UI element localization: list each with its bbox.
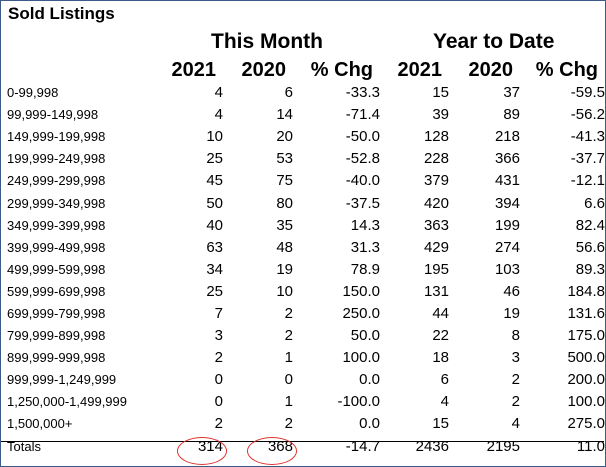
- cell-month-pct: 14.3: [350, 216, 380, 234]
- cell-month-pct: -71.4: [345, 106, 380, 124]
- row-label: 149,999-199,998: [7, 129, 106, 145]
- table-title: Sold Listings: [8, 4, 115, 23]
- cell-ytd-2020: 199: [494, 216, 520, 234]
- cell-month-2021: 4: [214, 106, 223, 124]
- col-header-ytd-2020: 2020: [468, 59, 513, 81]
- table-row: [0, 82, 605, 104]
- row-label: 1,500,000+: [7, 416, 73, 432]
- cell-ytd-pct: -56.2: [570, 106, 605, 124]
- cell-month-2020: 48: [276, 238, 293, 256]
- cell-ytd-pct: 500.0: [567, 349, 605, 367]
- cell-month-2021: 50: [206, 194, 223, 212]
- cell-month-2021: 40: [206, 216, 223, 234]
- cell-ytd-pct: 100.0: [567, 393, 605, 411]
- cell-month-2020: 368: [267, 437, 293, 455]
- cell-month-2021: 314: [197, 437, 223, 455]
- table-row: [0, 391, 605, 413]
- cell-ytd-2021: 6: [440, 371, 449, 389]
- cell-ytd-2021: 379: [423, 172, 449, 190]
- table-row: [0, 215, 605, 237]
- cell-ytd-2021: 128: [423, 128, 449, 146]
- cell-month-pct: -52.8: [345, 150, 380, 168]
- cell-month-2020: 53: [276, 150, 293, 168]
- group-header-this-month: This Month: [211, 30, 323, 53]
- cell-ytd-2020: 19: [503, 304, 520, 322]
- cell-ytd-2020: 103: [494, 260, 520, 278]
- cell-month-2020: 80: [276, 194, 293, 212]
- cell-month-pct: 100.0: [342, 349, 380, 367]
- cell-ytd-2021: 131: [423, 282, 449, 300]
- cell-month-pct: -33.3: [345, 84, 380, 102]
- cell-ytd-2021: 15: [432, 415, 449, 433]
- cell-month-pct: 150.0: [342, 282, 380, 300]
- cell-month-2021: 2: [214, 415, 223, 433]
- cell-month-pct: 0.0: [359, 371, 380, 389]
- cell-ytd-2021: 228: [423, 150, 449, 168]
- cell-ytd-2021: 18: [432, 349, 449, 367]
- row-label: 0-99,998: [7, 85, 59, 101]
- row-label: 199,999-249,998: [7, 151, 106, 167]
- cell-ytd-2021: 429: [423, 238, 449, 256]
- cell-ytd-pct: 275.0: [567, 415, 605, 433]
- cell-month-2021: 7: [214, 304, 223, 322]
- row-label: 999,999-1,249,999: [7, 372, 117, 388]
- col-header-month-pct: % Chg: [310, 59, 373, 81]
- totals-divider: [1, 441, 604, 442]
- cell-ytd-pct: -12.1: [570, 172, 605, 190]
- cell-month-2020: 20: [276, 128, 293, 146]
- cell-ytd-pct: 82.4: [575, 216, 605, 234]
- table-row: [0, 237, 605, 259]
- cell-month-pct: -100.0: [337, 393, 380, 411]
- row-label: 799,999-899,998: [7, 328, 106, 344]
- table-row: [0, 347, 605, 369]
- table-row: [0, 126, 605, 148]
- cell-ytd-2020: 366: [494, 150, 520, 168]
- cell-month-pct: 78.9: [350, 260, 380, 278]
- table-row: [0, 325, 605, 347]
- cell-ytd-pct: 131.6: [567, 304, 605, 322]
- cell-ytd-2021: 4: [440, 393, 449, 411]
- table-row: [0, 104, 605, 126]
- cell-ytd-pct: 175.0: [567, 327, 605, 345]
- cell-month-2021: 0: [214, 371, 223, 389]
- cell-ytd-2021: 44: [432, 304, 449, 322]
- cell-ytd-2020: 274: [494, 238, 520, 256]
- cell-month-2020: 75: [276, 172, 293, 190]
- table-row: [0, 192, 605, 214]
- cell-month-2020: 2: [284, 327, 293, 345]
- cell-ytd-2020: 4: [511, 415, 520, 433]
- cell-month-2021: 0: [214, 393, 223, 411]
- cell-ytd-2021: 195: [423, 260, 449, 278]
- cell-ytd-pct: -41.3: [570, 128, 605, 146]
- cell-ytd-2020: 3: [511, 349, 520, 367]
- cell-month-pct: -37.5: [345, 194, 380, 212]
- row-label: 299,999-349,998: [7, 195, 106, 211]
- cell-month-pct: 31.3: [350, 238, 380, 256]
- row-label: 99,999-149,998: [7, 107, 99, 123]
- cell-ytd-2021: 39: [432, 106, 449, 124]
- cell-ytd-2020: 37: [503, 84, 520, 102]
- col-header-month-2021: 2021: [171, 59, 216, 81]
- table-row: [0, 148, 605, 170]
- cell-month-2021: 4: [214, 84, 223, 102]
- table-row: [0, 281, 605, 303]
- totals-row: [0, 436, 605, 458]
- cell-month-2020: 10: [276, 282, 293, 300]
- cell-ytd-2020: 2: [511, 393, 520, 411]
- cell-ytd-2020: 89: [503, 106, 520, 124]
- cell-month-2020: 14: [276, 106, 293, 124]
- cell-ytd-2020: 8: [511, 327, 520, 345]
- cell-ytd-pct: 89.3: [575, 260, 605, 278]
- table-row: [0, 413, 605, 435]
- cell-month-2020: 6: [284, 84, 293, 102]
- cell-month-2021: 45: [206, 172, 223, 190]
- row-label: 1,250,000-1,499,999: [7, 394, 127, 410]
- cell-month-pct: -50.0: [345, 128, 380, 146]
- table-row: [0, 259, 605, 281]
- cell-ytd-2021: 363: [423, 216, 449, 234]
- cell-ytd-pct: 184.8: [567, 282, 605, 300]
- col-header-ytd-2021: 2021: [397, 59, 442, 81]
- cell-ytd-pct: -59.5: [570, 84, 605, 102]
- row-label: 499,999-599,998: [7, 261, 106, 277]
- cell-month-2020: 2: [284, 304, 293, 322]
- row-label: 599,999-699,998: [7, 283, 106, 299]
- cell-month-2021: 2: [214, 349, 223, 367]
- cell-ytd-pct: 56.6: [575, 238, 605, 256]
- cell-ytd-2021: 420: [423, 194, 449, 212]
- cell-ytd-2020: 2: [511, 371, 520, 389]
- sold-listings-table: [0, 82, 605, 458]
- cell-month-pct: 0.0: [359, 415, 380, 433]
- cell-ytd-2021: 22: [432, 327, 449, 345]
- cell-month-2021: 25: [206, 150, 223, 168]
- cell-ytd-2021: 15: [432, 84, 449, 102]
- row-label: Totals: [7, 438, 41, 454]
- cell-ytd-2021: 2436: [415, 437, 449, 455]
- cell-month-2021: 34: [206, 260, 223, 278]
- cell-ytd-2020: 46: [503, 282, 520, 300]
- group-header-year-to-date: Year to Date: [433, 30, 555, 53]
- col-header-ytd-pct: % Chg: [535, 59, 598, 81]
- cell-month-2020: 35: [276, 216, 293, 234]
- row-label: 899,999-999,998: [7, 350, 106, 366]
- col-header-month-2020: 2020: [241, 59, 286, 81]
- table-row: [0, 170, 605, 192]
- cell-month-2021: 3: [214, 327, 223, 345]
- cell-ytd-pct: -37.7: [570, 150, 605, 168]
- cell-ytd-pct: 11.0: [576, 437, 605, 455]
- cell-month-2020: 2: [284, 415, 293, 433]
- cell-ytd-2020: 2195: [486, 437, 520, 455]
- row-label: 699,999-799,998: [7, 305, 106, 321]
- table-row: [0, 369, 605, 391]
- cell-month-2021: 10: [206, 128, 223, 146]
- row-label: 399,999-499,998: [7, 239, 106, 255]
- cell-ytd-pct: 200.0: [567, 371, 605, 389]
- cell-ytd-2020: 431: [494, 172, 520, 190]
- cell-ytd-2020: 394: [494, 194, 520, 212]
- cell-month-pct: -40.0: [345, 172, 380, 190]
- cell-month-2020: 0: [284, 371, 293, 389]
- cell-month-2021: 63: [206, 238, 223, 256]
- row-label: 349,999-399,998: [7, 217, 106, 233]
- cell-month-pct: -14.7: [345, 437, 380, 455]
- cell-month-pct: 50.0: [350, 327, 380, 345]
- cell-month-pct: 250.0: [342, 304, 380, 322]
- cell-ytd-2020: 218: [494, 128, 520, 146]
- cell-month-2021: 25: [206, 282, 223, 300]
- cell-month-2020: 1: [284, 349, 293, 367]
- cell-ytd-pct: 6.6: [584, 194, 605, 212]
- table-row: [0, 303, 605, 325]
- cell-month-2020: 19: [276, 260, 293, 278]
- cell-month-2020: 1: [284, 393, 293, 411]
- row-label: 249,999-299,998: [7, 173, 106, 189]
